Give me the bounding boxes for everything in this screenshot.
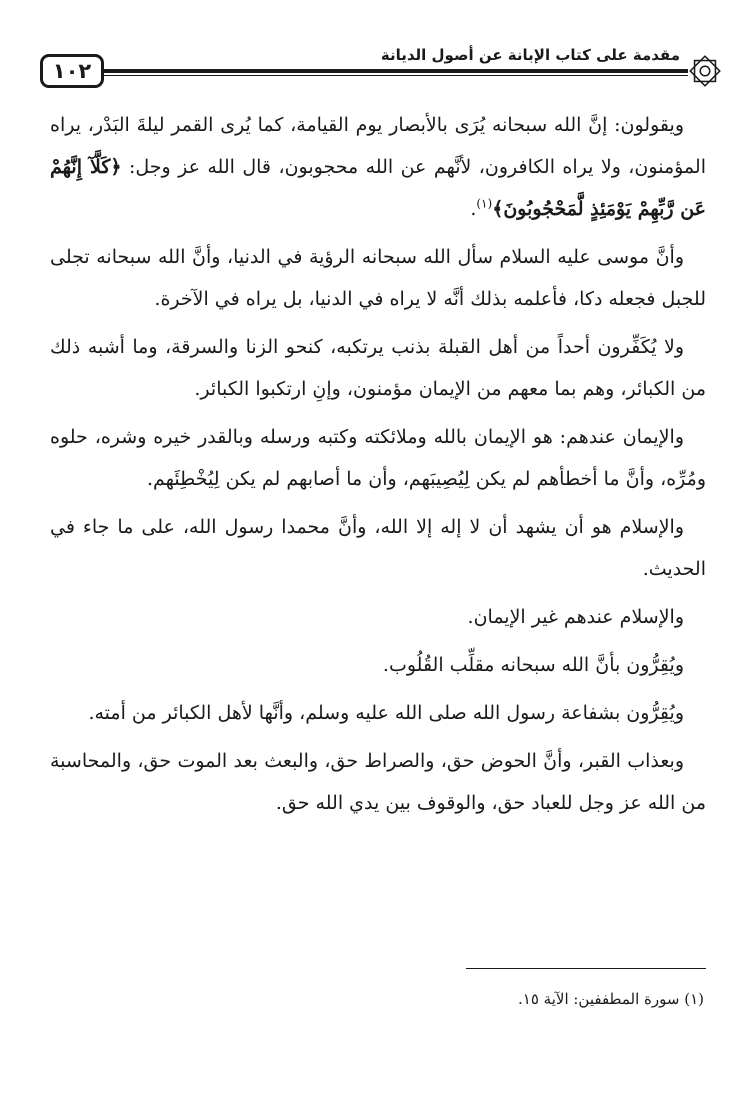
paragraph-2: وأنَّ موسى عليه السلام سأل الله سبحانه الرؤية في الدنيا، وأنَّ الله سبحانه تجلى للجبل فجعله دكا، فأعلمه بذلك أنَّه لا يراه في الدنيا، بل يراه في الآخرة. bbox=[50, 246, 706, 310]
paragraph-1-end: . bbox=[470, 198, 477, 220]
paragraph-3: ولا يُكَفِّرون أحداً من أهل القبلة بذنب يرتكبه، كنحو الزنا والسرقة، وما أشبه ذلك من الكبائر، وهم بما معهم من الإيمان مؤمنون، وإنِ ارتكبوا الكبائر. bbox=[50, 336, 706, 400]
header-rule-thin bbox=[102, 75, 688, 76]
page-header bbox=[40, 44, 722, 96]
footnote-marker[interactable]: (١) bbox=[476, 196, 493, 211]
paragraph-4: والإيمان عندهم: هو الإيمان بالله وملائكته وكتبه ورسله وبالقدر خيره وشره، حلوه ومُرِّه، وأنَّ ما أخطأهم لم يكن لِيُصِيبَهم، وأن ما أصابهم لم يكن لِيُخْطِئَهم. bbox=[50, 426, 706, 490]
paragraph-1 bbox=[50, 104, 706, 230]
header-rule bbox=[102, 69, 688, 73]
paragraph-7: ويُقِرُّون بأنَّ الله سبحانه مقلِّب القُلُوب. bbox=[382, 654, 684, 676]
paragraph-5: والإسلام هو أن يشهد أن لا إله إلا الله، وأنَّ محمدا رسول الله، على ما جاء في الحديث. bbox=[50, 516, 706, 580]
paragraph-1-text: ويقولون: إنَّ الله سبحانه يُرَى بالأبصار يوم القيامة، كما يُرى القمر ليلةَ البَدْر، يراه المؤمنون، ولا يراه الكافرون، لأنَّهم عن الله محجوبون، قال الله عز وجل: bbox=[50, 114, 706, 178]
paragraph-6: والإسلام عندهم غير الإيمان. bbox=[467, 606, 684, 628]
main-text bbox=[50, 104, 706, 830]
running-title: مقدمة على كتاب الإبانة عن أصول الديانة bbox=[375, 46, 686, 64]
quran-verse: ﴿كَلَّآ إِنَّهُمْ عَن رَّبِّهِمْ يَوْمَئِذٍ لَّمَحْجُوبُونَ﴾ bbox=[50, 156, 706, 220]
paragraph-8: ويُقِرُّون بشفاعة رسول الله صلى الله عليه وسلم، وأنَّها لأهل الكبائر من أمته. bbox=[88, 702, 684, 724]
paragraph-9: وبعذاب القبر، وأنَّ الحوض حق، والصراط حق، والبعث بعد الموت حق، والمحاسبة من الله عز وجل للعباد حق، والوقوف بين يدي الله حق. bbox=[50, 750, 706, 814]
star-ornament-icon bbox=[686, 52, 724, 90]
page-number: ١٠٢ bbox=[40, 54, 104, 88]
footnote: (١) سورة المطففين: الآية ١٥. bbox=[518, 990, 704, 1008]
footnote-divider bbox=[466, 968, 706, 969]
